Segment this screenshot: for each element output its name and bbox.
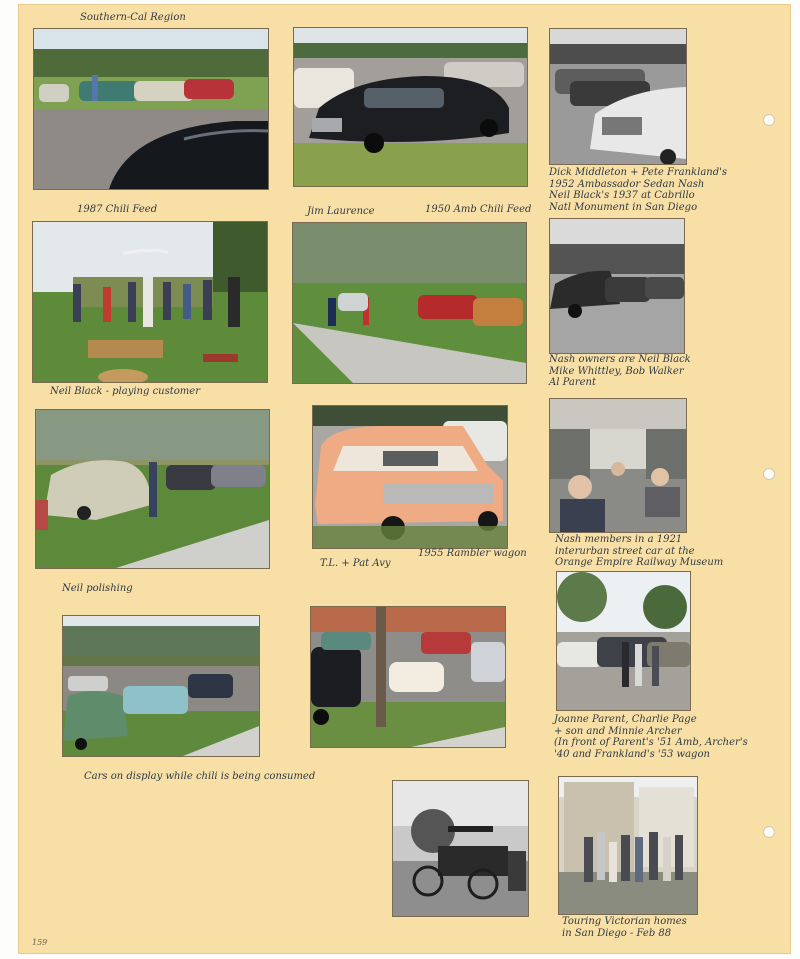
caption-c5: Neil Black - playing customer xyxy=(50,386,200,397)
caption-c8: 1955 Rambler wagon xyxy=(418,548,527,559)
caption-c4: Dick Middleton + Pete Frankland's 1952 Ambassador Sedan Nash Neil Black's 1937 at Cabrillo Natl Monument in San Diego xyxy=(549,167,728,213)
caption-c13: Touring Victorian homes in San Diego - Feb 88 xyxy=(562,916,687,939)
region-title: Southern-Cal Region xyxy=(80,12,186,23)
photo-street-car-interior[interactable] xyxy=(549,398,687,533)
caption-c6: Nash owners are Neil Black Mike Whittley, Bob Walker Al Parent xyxy=(549,354,691,388)
photo-cars-on-display[interactable] xyxy=(62,615,260,757)
photo-white-ambassador-lot[interactable] xyxy=(549,28,687,165)
caption-c1: 1987 Chili Feed xyxy=(77,204,158,215)
photo-horse-carriage[interactable] xyxy=(392,780,529,917)
caption-c9: Nash members in a 1921 interurban street car at the Orange Empire Railway Museum xyxy=(555,534,724,568)
page-number: 159 xyxy=(32,938,48,947)
photo-black-1950-ambassador[interactable] xyxy=(293,27,528,187)
punch-hole xyxy=(763,826,775,838)
photo-playing-customer-crowd[interactable] xyxy=(32,221,268,383)
photo-1955-rambler-wagon[interactable] xyxy=(312,405,508,549)
caption-c7: T.L. + Pat Avy xyxy=(320,558,391,569)
caption-c2: Jim Laurence xyxy=(307,206,375,217)
caption-c11: Joanne Parent, Charlie Page + son and Minnie Archer (In front of Parent's '51 Amb, Archer's '40 and Frankland's '53 wagon xyxy=(554,714,748,760)
caption-c12: Cars on display while chili is being consumed xyxy=(84,771,316,782)
photo-neil-polishing-car[interactable] xyxy=(35,409,270,569)
photo-group-in-front-of-cars[interactable] xyxy=(556,571,691,711)
photo-victorian-house-group[interactable] xyxy=(558,776,698,915)
punch-hole xyxy=(763,114,775,126)
caption-c3: 1950 Amb Chili Feed xyxy=(425,204,532,215)
photo-lawn-line-of-cars[interactable] xyxy=(292,222,527,384)
punch-hole xyxy=(763,468,775,480)
photo-cars-under-tree[interactable] xyxy=(310,606,506,748)
photo-nash-cars-on-hill[interactable] xyxy=(549,218,685,354)
photo-cars-on-lawn-road[interactable] xyxy=(33,28,269,190)
caption-c10: Neil polishing xyxy=(62,583,133,594)
